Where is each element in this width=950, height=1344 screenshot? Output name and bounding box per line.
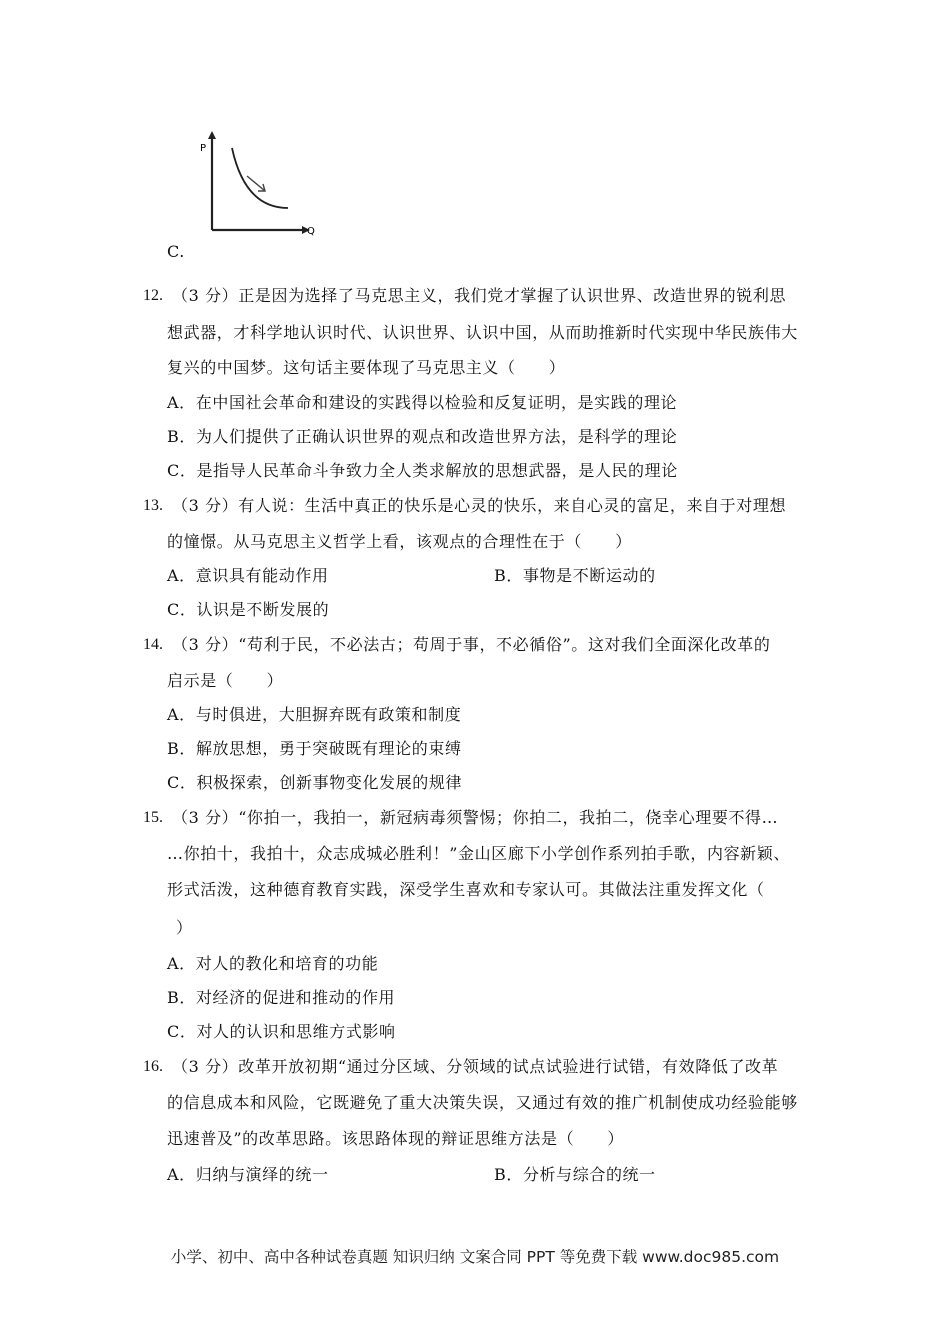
option: C．对人的认识和思维方式影响 [167, 1022, 396, 1041]
option: B．事物是不断运动的 [494, 566, 656, 585]
question-number: 16. [143, 1058, 163, 1075]
question-text: ） [176, 918, 193, 937]
demand-curve-figure [195, 128, 325, 242]
option-c-label: C. [167, 242, 185, 261]
option: A．归纳与演绎的统一 [167, 1165, 329, 1184]
option: B．解放思想，勇于突破既有理论的束缚 [167, 739, 462, 758]
question-number: 13. [143, 497, 163, 514]
question-text: （3 分）“苟利于民，不必法古；苟周于事，不必循俗”。这对我们全面深化改革的 [172, 635, 771, 654]
option: B．分析与综合的统一 [494, 1165, 656, 1184]
option: C．是指导人民革命斗争致力全人类求解放的思想武器，是人民的理论 [167, 461, 678, 480]
option: B．为人们提供了正确认识世界的观点和改造世界方法，是科学的理论 [167, 427, 678, 446]
question-text: …你拍十，我拍十，众志成城必胜利！”金山区廊下小学创作系列拍手歌，内容新颖、 [167, 844, 790, 863]
question-text: 启示是（ ） [167, 671, 284, 690]
question-text: （3 分）改革开放初期“通过分区域、分领域的试点试验进行试错，有效降低了改革 [172, 1057, 779, 1076]
page-footer: 小学、初中、高中各种试卷真题 知识归纳 文案合同 PPT 等免费下载 www.doc985.com [170, 1248, 780, 1266]
option: B．对经济的促进和推动的作用 [167, 988, 396, 1007]
question-text: 的信息成本和风险，它既避免了重大决策失误，又通过有效的推广机制使成功经验能够 [167, 1093, 798, 1112]
option: A．与时俱进，大胆摒弃既有政策和制度 [167, 705, 462, 724]
x-axis-label: Q [307, 226, 315, 237]
option: A．意识具有能动作用 [167, 566, 329, 585]
question-text: 想武器，才科学地认识时代、认识世界、认识中国，从而助推新时代实现中华民族伟大 [167, 323, 798, 342]
question-number: 14. [143, 636, 163, 653]
question-text: 形式活泼，这种德育教育实践，深受学生喜欢和专家认可。其做法注重发挥文化（ [167, 880, 765, 899]
option: C．认识是不断发展的 [167, 600, 330, 619]
question-number: 12. [143, 287, 163, 304]
option: C．积极探索，创新事物变化发展的规律 [167, 773, 463, 792]
question-text: 复兴的中国梦。这句话主要体现了马克思主义（ ） [167, 358, 566, 377]
question-text: （3 分）“你拍一，我拍一，新冠病毒须警惕；你拍二，我拍二，侥幸心理要不得… [172, 808, 779, 827]
question-text: （3 分）有人说：生活中真正的快乐是心灵的快乐，来自心灵的富足，来自于对理想 [172, 496, 787, 515]
question-text: （3 分）正是因为选择了马克思主义，我们党才掌握了认识世界、改造世界的锐利思 [172, 286, 787, 305]
question-number: 15. [143, 809, 163, 826]
question-text: 迅速普及”的改革思路。该思路体现的辩证思维方法是（ ） [167, 1129, 624, 1148]
option: A．对人的教化和培育的功能 [167, 954, 379, 973]
question-text: 的憧憬。从马克思主义哲学上看，该观点的合理性在于（ ） [167, 532, 632, 551]
option: A．在中国社会革命和建设的实践得以检验和反复证明，是实践的理论 [167, 393, 678, 412]
y-axis-label: P [200, 143, 207, 154]
